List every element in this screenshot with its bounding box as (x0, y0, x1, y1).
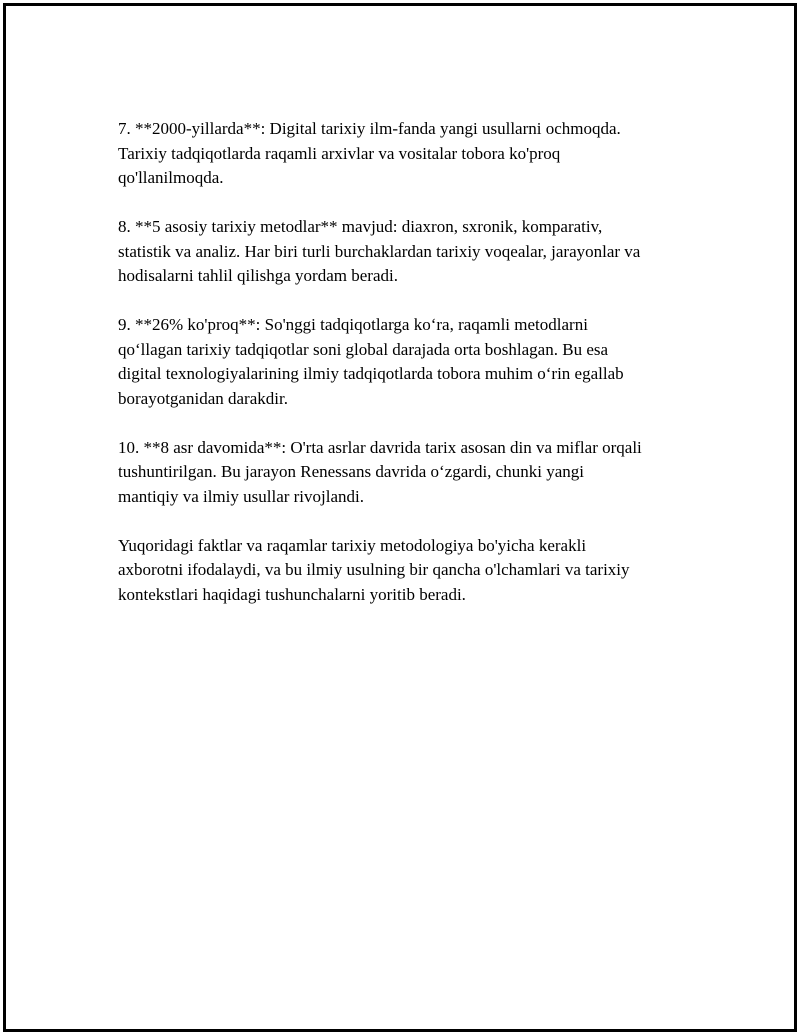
text-line: mantiqiy va ilmiy usullar rivojlandi. (118, 486, 364, 506)
text-line: Yuqoridagi faktlar va raqamlar tarixiy metodologiya bo'yicha kerakli (118, 535, 587, 555)
summary-paragraph (118, 534, 718, 608)
text-line: axborotni ifodalaydi, va bu ilmiy usulning bir qancha o'lchamlari va tarixiy (118, 560, 630, 579)
text-line: hodisalarni tahlil qilishga yordam beradi. (118, 266, 398, 285)
fact-item-9 (118, 313, 718, 411)
text-line: tushuntirilgan. Bu jarayon Renessans davrida o‘zgardi, chunki yangi (118, 462, 584, 481)
text-line: 10. **8 asr davomida**: O'rta asrlar davrida tarix asosan din va miflar orqali (118, 437, 642, 457)
text-line: qo‘llagan tarixiy tadqiqotlar soni global darajada orta boshlagan. Bu esa (118, 339, 609, 359)
text-line: qo'llanilmoqda. (118, 168, 224, 187)
fact-item-8 (118, 215, 718, 289)
fact-item-10 (118, 436, 718, 510)
text-line: 8. **5 asosiy tarixiy metodlar** mavjud: diaxron, sxronik, komparativ, (118, 217, 603, 236)
fact-item-7 (118, 117, 718, 191)
text-line: statistik va analiz. Har biri turli burchaklardan tarixiy voqealar, jarayonlar va (118, 241, 641, 261)
text-line: borayotganidan darakdir. (118, 388, 288, 408)
document-body (118, 117, 718, 632)
text-line: 9. **26% ko'proq**: So'nggi tadqiqotlarga ko‘ra, raqamli metodlarni (118, 315, 588, 334)
text-line: kontekstlari haqidagi tushunchalarni yoritib beradi. (118, 584, 466, 604)
text-line: 7. **2000-yillarda**: Digital tarixiy ilm-fanda yangi usullarni ochmoqda. (118, 119, 621, 138)
text-line: digital texnologiyalarining ilmiy tadqiqotlarda tobora muhim o‘rin egallab (118, 364, 624, 383)
text-line: Tarixiy tadqiqotlarda raqamli arxivlar va vositalar tobora ko'proq (118, 143, 561, 163)
